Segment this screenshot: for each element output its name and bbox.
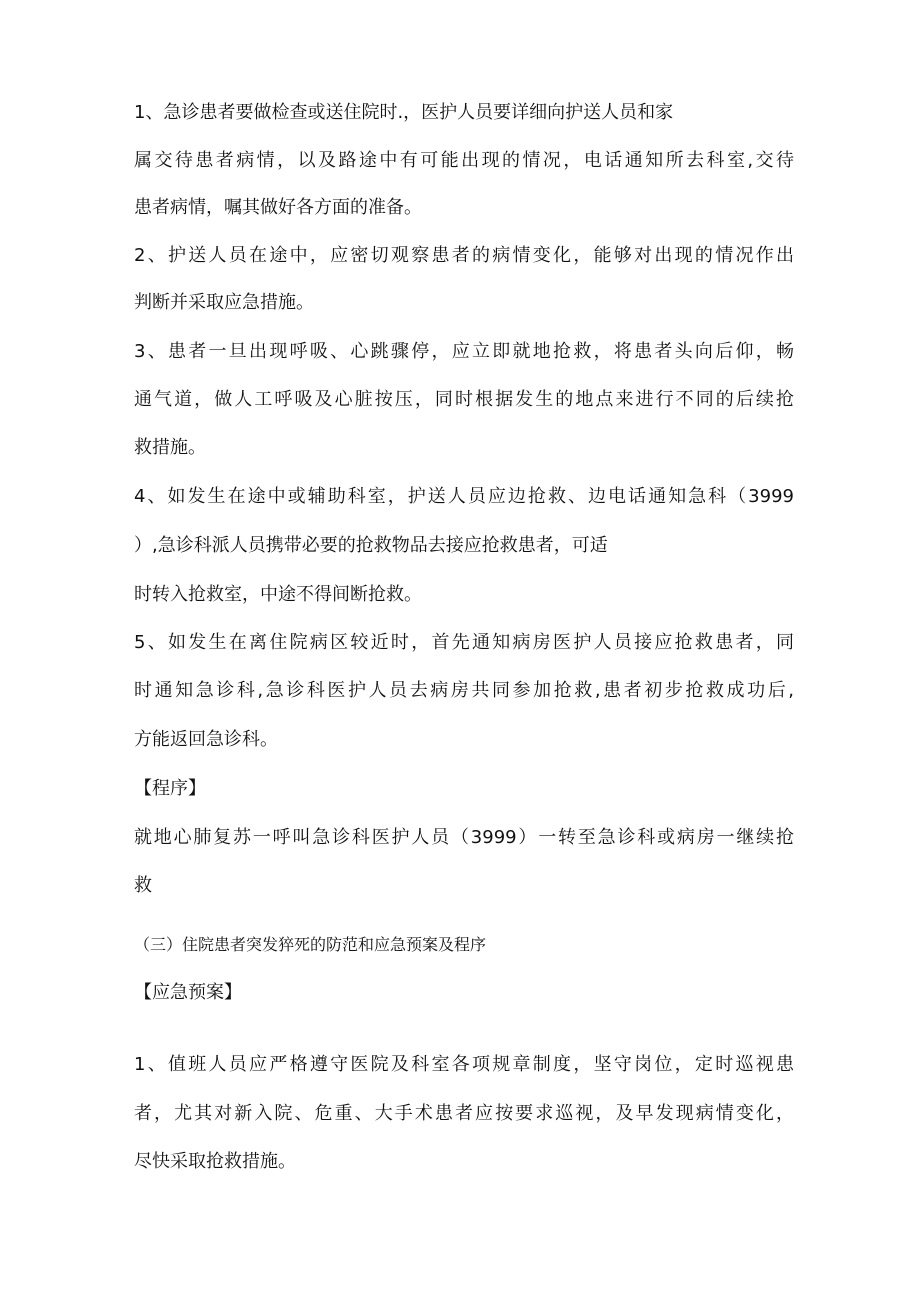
text-line: 尽快采取抢救措施。 (134, 1151, 296, 1172)
text-line: 判断并采取应急措施。 (134, 292, 314, 313)
text-line: 1、值班人员应严格遵守医院及科室各项规章制度，坚守岗位，定时巡视患 (134, 1054, 794, 1075)
text-line: 患者病情，嘱其做好各方面的准备。 (134, 197, 422, 218)
text-line: 1、急诊患者要做检查或送住院时.，医护人员要详细向护送人员和家 (134, 102, 674, 123)
text-line: ）,急诊科派人员携带必要的抢救物品去接应抢救患者，可适 (134, 535, 608, 556)
text-line: 2、护送人员在途中，应密切观察患者的病情变化，能够对出现的情况作出 (134, 245, 794, 266)
section-title: （三）住院患者突发猝死的防范和应急预案及程序 (134, 935, 487, 954)
text-line: 救措施。 (134, 437, 206, 458)
text-line: 时通知急诊科,急诊科医护人员去病房共同参加抢救,患者初步抢救成功后, (134, 680, 794, 701)
text-line: 5、如发生在离住院病区较近时，首先通知病房医护人员接应抢救患者，同 (134, 632, 794, 653)
section-heading: 【应急预案】 (134, 982, 242, 1003)
text-line: 就地心肺复苏一呼叫急诊科医护人员（3999）一转至急诊科或病房一继续抢 (134, 827, 794, 848)
text-line: 通气道，做人工呼吸及心脏按压，同时根据发生的地点来进行不同的后续抢 (134, 389, 794, 410)
text-line: 方能返回急诊科。 (134, 729, 278, 750)
text-line: 4、如发生在途中或辅助科室，护送人员应边抢救、边电话通知急科（3999 (134, 486, 794, 507)
text-line: 3、患者一旦出现呼吸、心跳骤停，应立即就地抢救，将患者头向后仰，畅 (134, 341, 794, 362)
section-heading: 【程序】 (134, 778, 206, 799)
text-line: 者，尤其对新入院、危重、大手术患者应按要求巡视，及早发现病情变化， (134, 1103, 794, 1124)
text-line: 救 (134, 875, 152, 896)
text-line: 时转入抢救室，中途不得间断抢救。 (134, 584, 422, 605)
text-line: 属交待患者病情，以及路途中有可能出现的情况，电话通知所去科室,交待 (134, 150, 794, 171)
